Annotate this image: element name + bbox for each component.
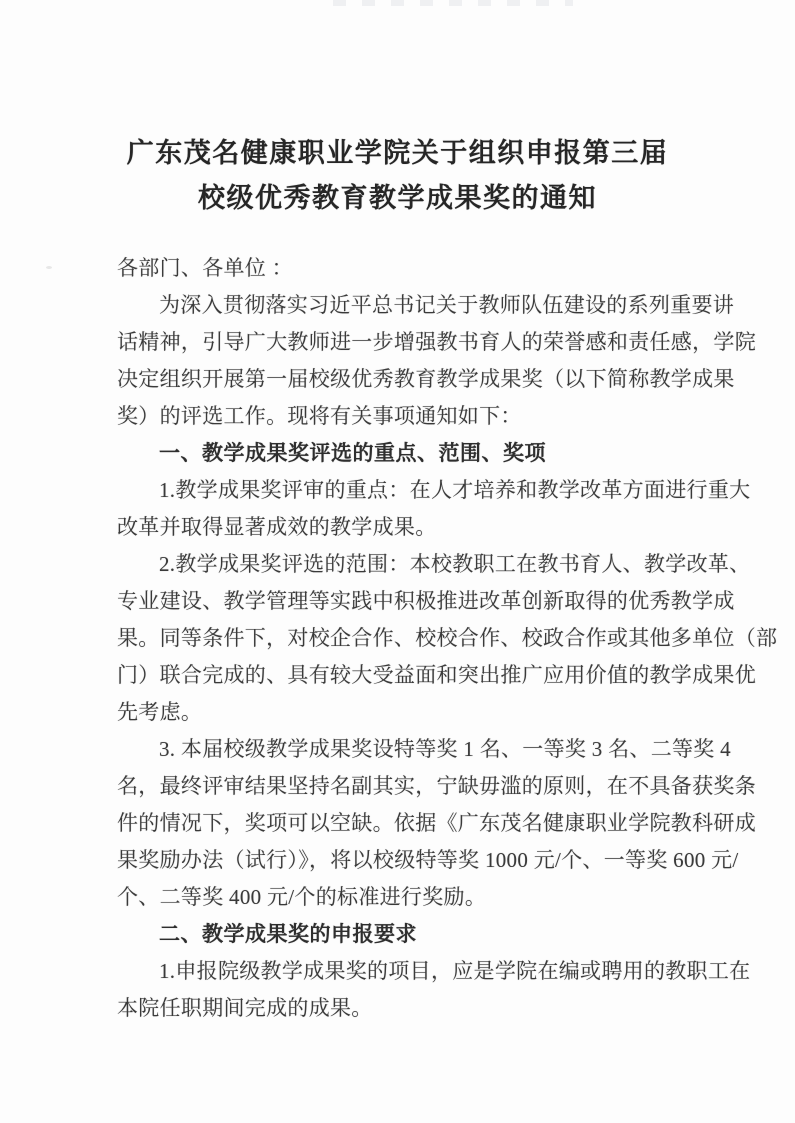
body-line: 名，最终评审结果坚持名副其实，宁缺毋滥的原则，在不具备获奖条 <box>117 774 756 798</box>
body-line: 3. 本届校级教学成果奖设特等奖 1 名、一等奖 3 名、二等奖 4 <box>159 737 731 761</box>
notice-title <box>0 131 795 221</box>
body-line: 1.申报院级教学成果奖的项目，应是学院在编或聘用的教职工在 <box>159 959 751 983</box>
body-line: 为深入贯彻落实习近平总书记关于教师队伍建设的系列重要讲 <box>159 293 735 317</box>
body-line: 先考虑。 <box>117 700 203 724</box>
scan-artifact-dot <box>46 266 52 269</box>
notice-title-line-2: 校级优秀教育教学成果奖的通知 <box>198 183 597 213</box>
body-line: 本院任职期间完成的成果。 <box>117 996 373 1020</box>
body-line: 话精神，引导广大教师进一步增强教书育人的荣誉感和责任感，学院 <box>117 330 756 354</box>
section-heading-2: 二、教学成果奖的申报要求 <box>159 923 417 946</box>
body-line: 专业建设、教学管理等实践中积极推进改革创新取得的优秀教学成 <box>117 589 735 613</box>
notice-title-line-1: 广东茂名健康职业学院关于组织申报第三届 <box>126 138 669 168</box>
body-line: 改革并取得显著成效的教学成果。 <box>117 515 437 539</box>
body-line: 个、二等奖 400 元/个的标准进行奖励。 <box>117 885 487 909</box>
body-line: 决定组织开展第一届校级优秀教育教学成果奖（以下简称教学成果 <box>117 367 735 391</box>
body-line: 奖）的评选工作。现将有关事项通知如下： <box>117 404 522 428</box>
notice-body <box>117 250 778 1027</box>
body-line: 2.教学成果奖评选的范围：本校教职工在教书育人、教学改革、 <box>159 552 751 576</box>
body-line: 果奖励办法（试行）》，将以校级特等奖 1000 元/个、一等奖 600 元/ <box>117 848 739 872</box>
body-line: 门）联合完成的、具有较大受益面和突出推广应用价值的教学成果优 <box>117 663 756 687</box>
scan-artifact-top <box>333 0 573 6</box>
body-line: 件的情况下，奖项可以空缺。依据《广东茂名健康职业学院教科研成 <box>117 811 756 835</box>
salutation: 各部门、各单位 ： <box>117 256 293 280</box>
body-line: 果。同等条件下，对校企合作、校校合作、校政合作或其他多单位（部 <box>117 626 778 650</box>
section-heading-1: 一、教学成果奖评选的重点、范围、奖项 <box>159 442 546 465</box>
body-line: 1.教学成果奖评审的重点：在人才培养和教学改革方面进行重大 <box>159 478 751 502</box>
